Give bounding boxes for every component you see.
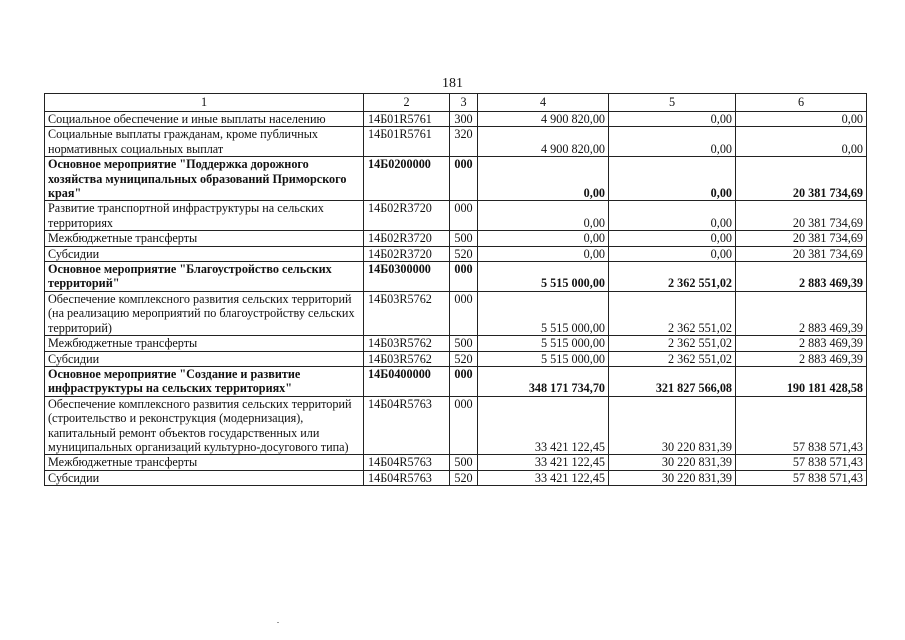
row-value-col5: 2 362 551,02	[609, 262, 736, 292]
row-name-cell: Социальные выплаты гражданам, кроме публичных нормативных социальных выплат	[45, 127, 364, 157]
row-type-cell: 520	[450, 246, 478, 261]
table-row	[45, 201, 867, 231]
row-name-cell: Обеспечение комплексного развития сельских территорий (на реализацию мероприятий по благоустройству сельских территорий)	[45, 291, 364, 335]
row-value-col6: 20 381 734,69	[736, 231, 867, 246]
row-code-cell: 14Б02R3720	[364, 246, 450, 261]
column-header-6: 6	[736, 94, 867, 112]
row-type-cell: 000	[450, 201, 478, 231]
column-header-3: 3	[450, 94, 478, 112]
row-value-col6: 190 181 428,58	[736, 366, 867, 396]
row-value-col4: 5 515 000,00	[478, 262, 609, 292]
row-name-cell: Основное мероприятие "Благоустройство сельских территорий"	[45, 262, 364, 292]
column-header-1: 1	[45, 94, 364, 112]
table-row	[45, 366, 867, 396]
row-code-cell: 14Б0300000	[364, 262, 450, 292]
row-value-col4: 5 515 000,00	[478, 351, 609, 366]
row-name-cell: Межбюджетные трансферты	[45, 455, 364, 470]
table-row	[45, 336, 867, 351]
row-name-cell: Основное мероприятие "Создание и развитие инфраструктуры на сельских территориях"	[45, 366, 364, 396]
row-value-col4: 0,00	[478, 201, 609, 231]
row-name-cell: Основное мероприятие "Поддержка дорожного хозяйства муниципальных образований Приморского края"	[45, 157, 364, 201]
row-value-col5: 0,00	[609, 127, 736, 157]
row-type-cell: 500	[450, 231, 478, 246]
row-type-cell: 000	[450, 366, 478, 396]
row-name-cell: Обеспечение комплексного развития сельских территорий (строительство и реконструкция (модернизация), капитальный ремонт объектов государственных или муниципальных организаций культурно-досугового типа)	[45, 396, 364, 455]
row-value-col6: 0,00	[736, 127, 867, 157]
row-value-col4: 4 900 820,00	[478, 127, 609, 157]
row-value-col6: 2 883 469,39	[736, 336, 867, 351]
row-value-col5: 321 827 566,08	[609, 366, 736, 396]
table-row	[45, 112, 867, 127]
table-row	[45, 470, 867, 485]
row-value-col4: 0,00	[478, 246, 609, 261]
row-value-col6: 0,00	[736, 112, 867, 127]
row-value-col6: 2 883 469,39	[736, 291, 867, 335]
row-code-cell: 14Б03R5762	[364, 336, 450, 351]
row-value-col6: 2 883 469,39	[736, 351, 867, 366]
row-value-col5: 30 220 831,39	[609, 455, 736, 470]
scan-dot	[277, 622, 279, 623]
row-type-cell: 520	[450, 351, 478, 366]
row-type-cell: 320	[450, 127, 478, 157]
row-value-col6: 20 381 734,69	[736, 201, 867, 231]
row-value-col5: 0,00	[609, 231, 736, 246]
row-value-col4: 33 421 122,45	[478, 455, 609, 470]
row-value-col4: 0,00	[478, 231, 609, 246]
row-name-cell: Социальное обеспечение и иные выплаты населению	[45, 112, 364, 127]
table-row	[45, 455, 867, 470]
row-value-col6: 20 381 734,69	[736, 246, 867, 261]
column-header-2: 2	[364, 94, 450, 112]
row-code-cell: 14Б04R5763	[364, 470, 450, 485]
row-code-cell: 14Б02R3720	[364, 201, 450, 231]
row-code-cell: 14Б02R3720	[364, 231, 450, 246]
table-row	[45, 351, 867, 366]
row-value-col4: 4 900 820,00	[478, 112, 609, 127]
table-row	[45, 231, 867, 246]
row-value-col5: 0,00	[609, 112, 736, 127]
row-value-col5: 2 362 551,02	[609, 291, 736, 335]
column-header-4: 4	[478, 94, 609, 112]
row-value-col6: 2 883 469,39	[736, 262, 867, 292]
row-type-cell: 500	[450, 336, 478, 351]
row-name-cell: Субсидии	[45, 351, 364, 366]
row-value-col6: 20 381 734,69	[736, 157, 867, 201]
row-value-col5: 0,00	[609, 246, 736, 261]
row-value-col5: 30 220 831,39	[609, 396, 736, 455]
row-value-col6: 57 838 571,43	[736, 396, 867, 455]
row-value-col4: 348 171 734,70	[478, 366, 609, 396]
table-row	[45, 246, 867, 261]
row-code-cell: 14Б03R5762	[364, 351, 450, 366]
row-type-cell: 000	[450, 396, 478, 455]
page-number: 181	[442, 76, 463, 91]
row-code-cell: 14Б04R5763	[364, 396, 450, 455]
row-name-cell: Межбюджетные трансферты	[45, 231, 364, 246]
row-value-col5: 2 362 551,02	[609, 351, 736, 366]
row-value-col5: 30 220 831,39	[609, 470, 736, 485]
row-name-cell: Субсидии	[45, 470, 364, 485]
row-code-cell: 14Б0200000	[364, 157, 450, 201]
budget-table	[44, 93, 867, 486]
row-name-cell: Развитие транспортной инфраструктуры на сельских территориях	[45, 201, 364, 231]
row-code-cell: 14Б04R5763	[364, 455, 450, 470]
row-type-cell: 000	[450, 291, 478, 335]
row-value-col4: 5 515 000,00	[478, 291, 609, 335]
row-value-col6: 57 838 571,43	[736, 455, 867, 470]
table-row	[45, 127, 867, 157]
row-value-col4: 33 421 122,45	[478, 470, 609, 485]
table-row	[45, 396, 867, 455]
column-header-5: 5	[609, 94, 736, 112]
row-value-col4: 33 421 122,45	[478, 396, 609, 455]
table-row	[45, 291, 867, 335]
row-type-cell: 300	[450, 112, 478, 127]
row-code-cell: 14Б03R5762	[364, 291, 450, 335]
table-row	[45, 262, 867, 292]
row-value-col4: 5 515 000,00	[478, 336, 609, 351]
table-row	[45, 157, 867, 201]
row-value-col4: 0,00	[478, 157, 609, 201]
row-value-col5: 2 362 551,02	[609, 336, 736, 351]
row-type-cell: 000	[450, 262, 478, 292]
row-value-col6: 57 838 571,43	[736, 470, 867, 485]
row-type-cell: 500	[450, 455, 478, 470]
row-name-cell: Межбюджетные трансферты	[45, 336, 364, 351]
row-code-cell: 14Б01R5761	[364, 127, 450, 157]
row-code-cell: 14Б01R5761	[364, 112, 450, 127]
row-name-cell: Субсидии	[45, 246, 364, 261]
row-code-cell: 14Б0400000	[364, 366, 450, 396]
row-type-cell: 520	[450, 470, 478, 485]
row-value-col5: 0,00	[609, 201, 736, 231]
row-type-cell: 000	[450, 157, 478, 201]
header-row	[45, 94, 867, 112]
row-value-col5: 0,00	[609, 157, 736, 201]
